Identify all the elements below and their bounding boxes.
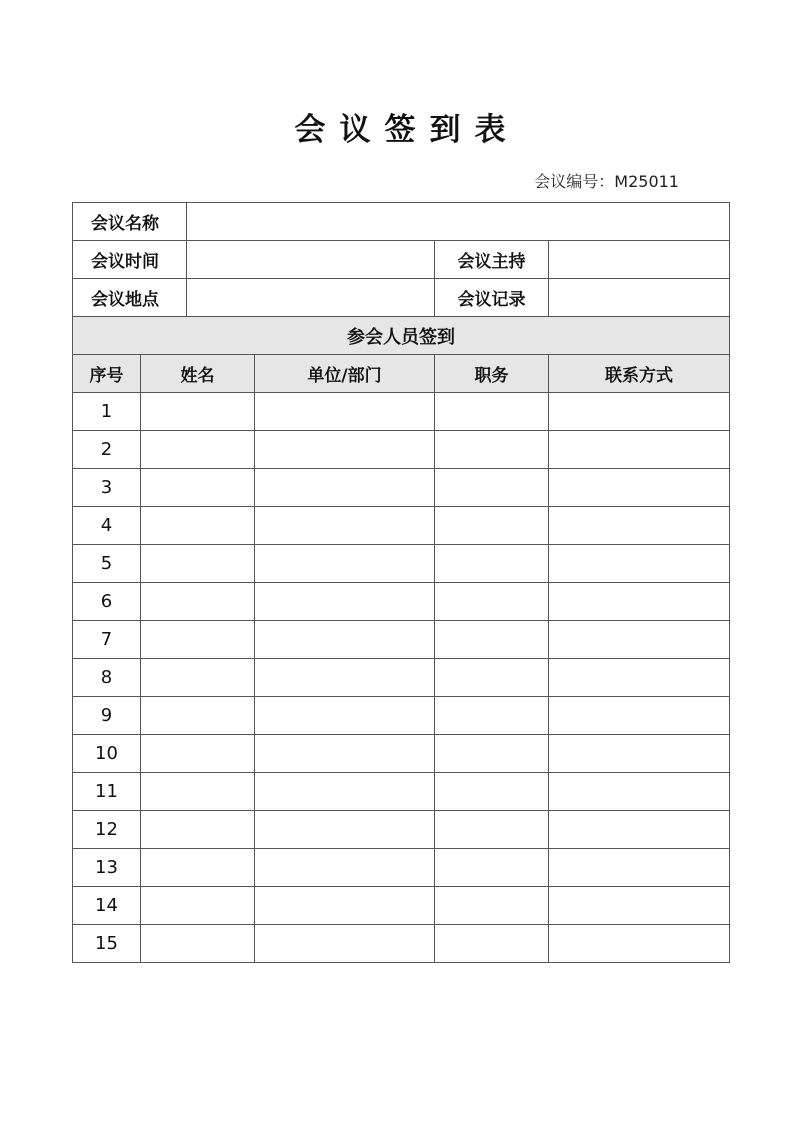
column-header-row (73, 355, 730, 393)
department-cell[interactable] (255, 697, 435, 735)
column-header-contact: 联系方式 (549, 355, 730, 393)
contact-cell[interactable] (549, 849, 730, 887)
department-cell[interactable] (255, 393, 435, 431)
contact-cell[interactable] (549, 431, 730, 469)
department-cell[interactable] (255, 621, 435, 659)
contact-cell[interactable] (549, 469, 730, 507)
contact-cell[interactable] (549, 393, 730, 431)
row-index: 15 (73, 925, 141, 963)
department-cell[interactable] (255, 469, 435, 507)
table-row (73, 659, 730, 697)
contact-cell[interactable] (549, 545, 730, 583)
info-row-time (73, 241, 730, 279)
position-cell[interactable] (435, 849, 549, 887)
position-cell[interactable] (435, 545, 549, 583)
name-cell[interactable] (141, 621, 255, 659)
meeting-recorder-field[interactable] (549, 279, 730, 317)
info-row-location (73, 279, 730, 317)
column-header-index: 序号 (73, 355, 141, 393)
name-cell[interactable] (141, 583, 255, 621)
contact-cell[interactable] (549, 583, 730, 621)
name-cell[interactable] (141, 659, 255, 697)
row-index: 11 (73, 773, 141, 811)
contact-cell[interactable] (549, 811, 730, 849)
section-header-row (73, 317, 730, 355)
name-cell[interactable] (141, 545, 255, 583)
row-index: 10 (73, 735, 141, 773)
table-row (73, 925, 730, 963)
row-index: 3 (73, 469, 141, 507)
table-row (73, 735, 730, 773)
contact-cell[interactable] (549, 887, 730, 925)
table-row (73, 507, 730, 545)
row-index: 1 (73, 393, 141, 431)
info-row-name (73, 203, 730, 241)
contact-cell[interactable] (549, 659, 730, 697)
row-index: 5 (73, 545, 141, 583)
contact-cell[interactable] (549, 735, 730, 773)
contact-cell[interactable] (549, 773, 730, 811)
sign-in-table (72, 202, 730, 963)
contact-cell[interactable] (549, 621, 730, 659)
position-cell[interactable] (435, 393, 549, 431)
department-cell[interactable] (255, 925, 435, 963)
name-cell[interactable] (141, 469, 255, 507)
department-cell[interactable] (255, 887, 435, 925)
table-row (73, 773, 730, 811)
name-cell[interactable] (141, 849, 255, 887)
name-cell[interactable] (141, 697, 255, 735)
meeting-time-field[interactable] (187, 241, 435, 279)
table-row (73, 811, 730, 849)
meeting-number: 会议编号：M25011 (534, 172, 679, 191)
row-index: 2 (73, 431, 141, 469)
position-cell[interactable] (435, 659, 549, 697)
meeting-name-label: 会议名称 (73, 203, 187, 241)
department-cell[interactable] (255, 735, 435, 773)
meeting-host-field[interactable] (549, 241, 730, 279)
department-cell[interactable] (255, 545, 435, 583)
table-row (73, 469, 730, 507)
row-index: 12 (73, 811, 141, 849)
table-row (73, 431, 730, 469)
row-index: 6 (73, 583, 141, 621)
position-cell[interactable] (435, 887, 549, 925)
name-cell[interactable] (141, 735, 255, 773)
name-cell[interactable] (141, 925, 255, 963)
department-cell[interactable] (255, 811, 435, 849)
meeting-host-label: 会议主持 (435, 241, 549, 279)
name-cell[interactable] (141, 773, 255, 811)
position-cell[interactable] (435, 697, 549, 735)
column-header-department: 单位/部门 (255, 355, 435, 393)
table-row (73, 621, 730, 659)
row-index: 8 (73, 659, 141, 697)
position-cell[interactable] (435, 735, 549, 773)
row-index: 14 (73, 887, 141, 925)
department-cell[interactable] (255, 849, 435, 887)
department-cell[interactable] (255, 583, 435, 621)
table-row (73, 393, 730, 431)
position-cell[interactable] (435, 507, 549, 545)
table-row (73, 697, 730, 735)
department-cell[interactable] (255, 507, 435, 545)
meeting-name-field[interactable] (187, 203, 730, 241)
department-cell[interactable] (255, 773, 435, 811)
contact-cell[interactable] (549, 925, 730, 963)
table-row (73, 583, 730, 621)
name-cell[interactable] (141, 431, 255, 469)
table-row (73, 545, 730, 583)
row-index: 9 (73, 697, 141, 735)
department-cell[interactable] (255, 659, 435, 697)
row-index: 13 (73, 849, 141, 887)
meeting-recorder-label: 会议记录 (435, 279, 549, 317)
name-cell[interactable] (141, 507, 255, 545)
row-index: 7 (73, 621, 141, 659)
row-index: 4 (73, 507, 141, 545)
position-cell[interactable] (435, 925, 549, 963)
contact-cell[interactable] (549, 507, 730, 545)
column-header-name: 姓名 (141, 355, 255, 393)
column-header-position: 职务 (435, 355, 549, 393)
meeting-time-label: 会议时间 (73, 241, 187, 279)
position-cell[interactable] (435, 431, 549, 469)
table-row (73, 887, 730, 925)
page-title: 会议签到表 (294, 112, 520, 148)
attendee-section-title: 参会人员签到 (73, 317, 730, 355)
contact-cell[interactable] (549, 697, 730, 735)
position-cell[interactable] (435, 773, 549, 811)
name-cell[interactable] (141, 811, 255, 849)
meeting-location-field[interactable] (187, 279, 435, 317)
meeting-location-label: 会议地点 (73, 279, 187, 317)
name-cell[interactable] (141, 393, 255, 431)
position-cell[interactable] (435, 583, 549, 621)
position-cell[interactable] (435, 469, 549, 507)
table-row (73, 849, 730, 887)
name-cell[interactable] (141, 887, 255, 925)
department-cell[interactable] (255, 431, 435, 469)
position-cell[interactable] (435, 621, 549, 659)
position-cell[interactable] (435, 811, 549, 849)
